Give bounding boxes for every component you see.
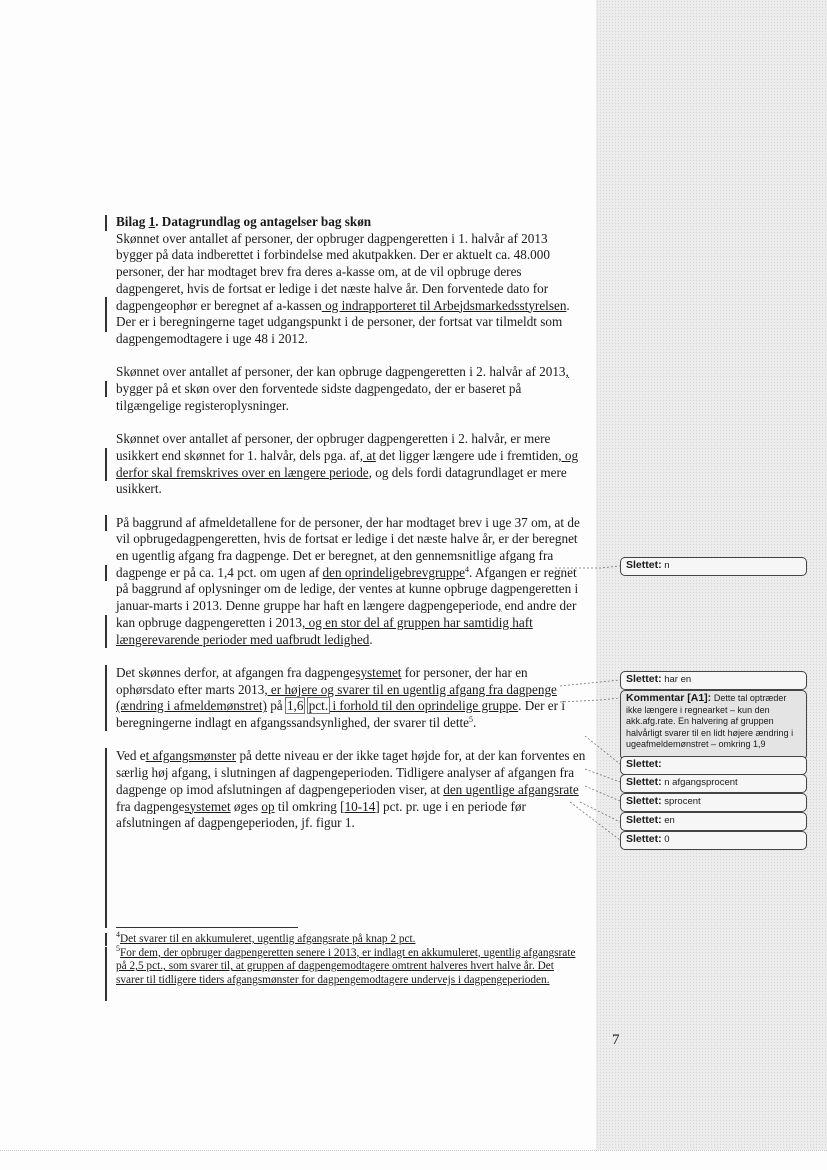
deleted-balloon[interactable] (620, 671, 807, 690)
change-bar (105, 515, 107, 531)
page-bottom-edge (0, 1150, 827, 1151)
balloon-label: Slettet: (626, 814, 662, 826)
change-bar (105, 215, 107, 231)
paragraph-5 (116, 665, 586, 732)
change-bar (105, 565, 107, 581)
inserted-text: systemet (184, 798, 231, 814)
footnote-text: For dem, der opbruger dagpengeretten senere i 2013, er indlagt en akkumuleret, ugentlig afgangsrate på 2,5 pct., som svarer til, at gruppen af dagpengemodtagere omtrent halveres hvert halve år. Det svarer til tidligere tiders afgangsmønster for dagpengemodtagere undervejs i dagpengeperioden. (116, 946, 576, 986)
balloon-label: Slettet: (626, 758, 662, 770)
footnotes (116, 930, 582, 987)
inserted-text: , og derfor skal fremskrives over en længere periode, (116, 447, 579, 480)
change-bar (105, 933, 107, 946)
change-bar (105, 448, 107, 481)
footnote-text: Det svarer til en akkumuleret, ugentlig afgangsrate på knap 2 pct. (120, 933, 416, 945)
change-bar (105, 297, 107, 332)
inserted-text: op (261, 798, 275, 814)
inserted-text: , (468, 664, 472, 680)
text-run: end andre der kan opbruge dagpengeretten i 2013 (116, 598, 577, 630)
text-run: øges (230, 798, 262, 814)
text-run: fra dagpenge (116, 798, 185, 814)
commented-text[interactable]: pct. (308, 698, 329, 714)
deleted-balloon[interactable] (620, 812, 807, 831)
inserted-text: , at (359, 447, 376, 463)
deleted-balloon[interactable] (620, 793, 807, 812)
text-run: . Afgangen er regnet på baggrund af oplysninger om de ledige, der ventes at kunne opbruge dagpengeretten i januar-marts i 2013. Denne gruppe har haft en længere dagpengeperiode (116, 564, 579, 614)
body-text (116, 214, 586, 849)
text-run: der har en ophørsdato efter marts 2013 (116, 664, 528, 697)
paragraph-3 (116, 431, 586, 498)
commented-text[interactable]: 1,6 (286, 698, 304, 714)
page-number: 7 (612, 1032, 620, 1048)
inserted-text: systemet (355, 664, 402, 680)
text-run: bygger på et skøn over den forventede sidste dagpengedato, der er baseret på tilgængelige registeroplysninger. (116, 381, 522, 413)
text-run: i slutningen af dagpengeperioden. Tidligere analyser af afgangen fra dagpenge op imod afslutningen af dagpengeperioden viser, at (116, 765, 575, 797)
balloon-text: en (664, 815, 675, 826)
text-run: . Der er i beregningerne indlagt en afgangssandsynlighed, der svarer til dette (116, 698, 565, 731)
inserted-text: , (498, 598, 502, 614)
inserted-text: i forhold til den oprindelige gruppe (329, 698, 519, 714)
text-run: Det skønnes derfor, at afgangen fra dagpenge (116, 664, 356, 680)
deleted-balloon[interactable] (620, 557, 807, 576)
heading-prefix: Bilag (116, 214, 146, 229)
balloon-label: Slettet: (626, 776, 662, 788)
text-run: på dette niveau er der ikke taget højde for, at der kan forventes en særlig høj afgang (116, 748, 586, 781)
change-bar (105, 748, 107, 928)
inserted-text: den ugentlige afgangsrate (443, 781, 579, 797)
deleted-balloon[interactable] (620, 831, 807, 850)
heading-title: . Datagrundlag og antagelser bag skøn (155, 214, 372, 229)
text-run: Ved e (116, 748, 146, 764)
inserted-text: den oprindeligebrevgruppe (322, 564, 465, 580)
footnote-4 (116, 930, 582, 947)
text-run: på (266, 698, 286, 714)
text-run: for personer (401, 664, 469, 680)
balloon-label: Slettet: (626, 559, 662, 571)
balloon-text: 0 (664, 834, 670, 845)
text-run: og dels fordi datagrundlaget er mere usikkert. (116, 464, 567, 497)
change-bar (105, 615, 107, 648)
change-bar (105, 665, 107, 731)
footnote-ref-5[interactable]: 5 (469, 715, 474, 725)
paragraph-4 (116, 515, 586, 649)
change-bar (105, 381, 107, 397)
text-run: . (369, 631, 373, 647)
balloon-text: n (664, 560, 670, 571)
inserted-text: og indrapporteret til Arbejdsmarkedsstyrelsen (321, 297, 567, 313)
comment-balloon[interactable] (620, 690, 807, 760)
footnote-ref-4[interactable]: 4 (464, 564, 469, 574)
inserted-text: [10-14] (340, 798, 380, 814)
balloon-label: Slettet: (626, 673, 662, 685)
inserted-text: , (565, 364, 569, 380)
comment-text: Dette tal optræder ikke længere i regnearket – kun den akk.afg.rate. En halvering af gruppen halvårligt svarer til en lidt højere ændring i ugeafmeldemønstret – omkring 1,9 (626, 693, 794, 749)
footnote-5 (116, 943, 582, 988)
paragraph-1 (116, 231, 586, 348)
paragraph-6 (116, 748, 586, 832)
appendix-heading (116, 214, 586, 231)
text-run: Skønnet over antallet af personer, der opbruger dagpengeretten i 2. halvår, er mere usikkert end skønnet for 1. halvår, dels pga. af (116, 431, 551, 463)
deleted-balloon[interactable] (620, 774, 807, 793)
balloon-label: Slettet: (626, 795, 662, 807)
inserted-text: , (547, 514, 552, 530)
text-run: det ligger længere ude i fremtiden (375, 447, 559, 463)
text-run: Skønnet over antallet af personer, der kan opbruge dagpengeretten i 2. halvår af 2013 (116, 364, 566, 380)
paragraph-2 (116, 364, 586, 414)
balloon-text: sprocent (664, 796, 701, 807)
deleted-balloon[interactable] (620, 756, 807, 775)
footnote-separator (116, 927, 298, 928)
inserted-text: , (207, 765, 211, 781)
text-run: pct. pr. uge i en periode før afslutningen af dagpengeperioden, jf. figur 1. (116, 798, 526, 831)
footnote-mark: 5 (116, 943, 120, 953)
balloon-text: n afgangsprocent (664, 777, 738, 788)
text-run: . Der er i beregningerne taget udgangspunkt i de personer, der fortsat var tilmeldt som dagpengemodtagere i uge 48 i 2012. (116, 297, 570, 346)
balloon-label: Slettet: (626, 833, 662, 845)
balloon-label: Kommentar [A1]: (626, 692, 712, 704)
text-run: til omkring (274, 798, 341, 814)
balloon-text: har en (664, 674, 692, 685)
change-bar (105, 947, 107, 1001)
footnote-mark: 4 (116, 930, 120, 939)
text-run: . (473, 715, 477, 731)
text-run: Skønnet over antallet af personer, der opbruger dagpengeretten i 1. halvår af 2013 bygger på data indberettet i forbindelse med akutpakken. Der er aktuelt ca. 48.000 personer, der har modtaget brev fra deres a-kasse om, at de vil opbruge deres dagpengeret, hvis de fortsat er ledige i det næste halve år. Den forventede dato for dagpengeophør er beregnet af a-kassen (116, 230, 550, 313)
inserted-text: , og en stor del af gruppen har samtidig haft længerevarende perioder med uafbrudt ledighed (116, 614, 533, 647)
inserted-text: , er højere og svarer til en ugentlig afgang fra dagpenge (ændring i afmeldemønstret) (116, 681, 557, 714)
text-run: På baggrund af afmeldetallene for de personer, der har modtaget brev i uge 37 om (116, 514, 548, 530)
inserted-text: t afgangsmønster (145, 748, 237, 764)
text-run: at de vil opbrugedagpengeretten, hvis de fortsat er ledige i det næste halve år, er der beregnet en ugentlig afgang fra dagpenge. Det er beregnet, at den gennemsnitlige afgang fra dagpenge er på ca. 1,4 pct. om ugen af (116, 514, 580, 580)
heading-number: 1 (148, 214, 156, 229)
